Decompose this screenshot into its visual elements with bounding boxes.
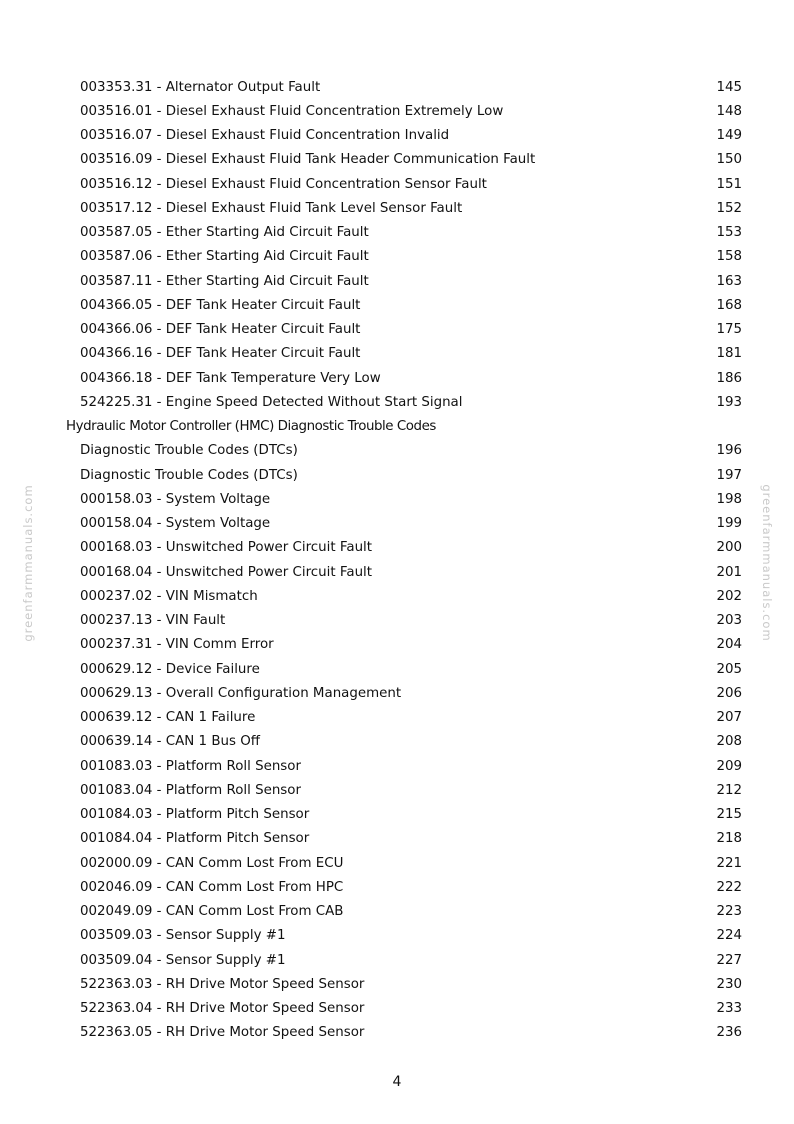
toc-entry-page: 197 [716, 467, 742, 483]
toc-entry-title: 000158.04 - System Voltage [80, 516, 271, 531]
toc-entry[interactable] [0, 464, 794, 488]
toc-entry[interactable] [0, 900, 794, 924]
toc-entry[interactable] [0, 827, 794, 851]
toc-entry-title: 004366.18 - DEF Tank Temperature Very Low [80, 370, 381, 386]
toc-entry[interactable] [0, 439, 794, 463]
toc-entry-page: 223 [716, 904, 742, 919]
toc-entry-page: 196 [716, 443, 742, 459]
toc-entry-title: 000639.14 - CAN 1 Bus Off [80, 734, 260, 750]
toc-entry-title: 522363.04 - RH Drive Motor Speed Sensor [80, 1001, 365, 1016]
toc-entry-page: 158 [716, 249, 742, 265]
toc-entry-title: 000168.03 - Unswitched Power Circuit Fault [80, 540, 373, 556]
toc-entry-title: 000168.04 - Unswitched Power Circuit Fault [80, 564, 373, 580]
toc-entry-page: 227 [716, 952, 742, 968]
toc-entry-page: 202 [716, 588, 742, 604]
toc-entry-page: 204 [716, 637, 742, 653]
toc-entry-page: 201 [716, 564, 742, 580]
toc-entry-title: 003517.12 - Diesel Exhaust Fluid Tank Level Sensor Fault [80, 200, 463, 216]
toc-entry[interactable] [0, 706, 794, 730]
toc-entry[interactable] [0, 100, 794, 124]
section-heading-title: Hydraulic Motor Controller (HMC) Diagnostic Trouble Codes [66, 419, 436, 434]
toc-entry[interactable] [0, 585, 794, 609]
watermark-left: greenfarmmanuals.com [21, 484, 35, 642]
toc-entry[interactable] [0, 367, 794, 391]
toc-entry[interactable] [0, 76, 794, 100]
toc-entry[interactable] [0, 124, 794, 148]
toc-entry-page: 151 [716, 176, 742, 192]
toc-entry-page: 207 [716, 710, 742, 725]
toc-entry-page: 186 [716, 370, 742, 386]
toc-entry-title: 002000.09 - CAN Comm Lost From ECU [80, 855, 344, 871]
toc-entry-title: 001084.04 - Platform Pitch Sensor [80, 831, 310, 847]
toc-entry-page: 209 [716, 758, 742, 774]
toc-entry-page: 224 [716, 928, 742, 944]
toc-entry-title: 001083.03 - Platform Roll Sensor [80, 758, 301, 774]
toc-entry[interactable] [0, 852, 794, 876]
toc-entry-title: 000237.31 - VIN Comm Error [80, 637, 274, 653]
toc-entry[interactable] [0, 512, 794, 536]
toc-entry-title: 000629.12 - Device Failure [80, 661, 260, 677]
toc-section-heading [0, 415, 794, 439]
toc-entry-page: 168 [716, 297, 742, 313]
toc-entry[interactable] [0, 245, 794, 269]
toc-entry[interactable] [0, 221, 794, 245]
toc-entry-page: 181 [716, 346, 742, 362]
toc-entry[interactable] [0, 318, 794, 342]
toc-entry-page: 152 [716, 200, 742, 216]
toc-entry-page: 222 [716, 879, 742, 895]
watermark-right: greenfarmmanuals.com [760, 484, 774, 642]
toc-entry-title: 003516.12 - Diesel Exhaust Fluid Concentration Sensor Fault [80, 176, 487, 192]
toc-entry-title: 003353.31 - Alternator Output Fault [80, 79, 321, 95]
toc-entry-title: 003516.07 - Diesel Exhaust Fluid Concentration Invalid [80, 128, 450, 143]
toc-entry-title: 001083.04 - Platform Roll Sensor [80, 782, 301, 798]
toc-entry[interactable] [0, 1021, 794, 1045]
toc-entry-page: 149 [716, 128, 742, 143]
toc-entry[interactable] [0, 755, 794, 779]
toc-entry[interactable] [0, 658, 794, 682]
toc-entry-title: 000237.02 - VIN Mismatch [80, 588, 258, 604]
toc-entry-page: 205 [716, 661, 742, 677]
toc-entry-page: 200 [716, 540, 742, 556]
toc-entry-page: 215 [716, 807, 742, 822]
toc-entry[interactable] [0, 949, 794, 973]
toc-entry-title: 004366.05 - DEF Tank Heater Circuit Fault [80, 297, 361, 313]
toc-entry-page: 163 [716, 273, 742, 289]
toc-entry-page: 233 [716, 1001, 742, 1016]
toc-entry-title: 000158.03 - System Voltage [80, 491, 271, 507]
toc-entry-page: 230 [716, 976, 742, 992]
toc-entry[interactable] [0, 197, 794, 221]
toc-entry-page: 218 [716, 831, 742, 847]
toc-entry-title: 002046.09 - CAN Comm Lost From HPC [80, 879, 344, 895]
toc-entry-page: 206 [716, 685, 742, 701]
toc-entry-page: 175 [716, 322, 742, 337]
toc-entry-title: 003587.05 - Ether Starting Aid Circuit Fault [80, 225, 369, 240]
toc-entry-title: 004366.06 - DEF Tank Heater Circuit Fault [80, 322, 361, 337]
toc-entry-title: 003509.04 - Sensor Supply #1 [80, 952, 286, 968]
toc-entry[interactable] [0, 488, 794, 512]
toc-entry-title: Diagnostic Trouble Codes (DTCs) [80, 467, 298, 483]
toc-entry-title: 003516.09 - Diesel Exhaust Fluid Tank Header Communication Fault [80, 152, 536, 168]
toc-entry[interactable] [0, 730, 794, 754]
toc-entry-page: 198 [716, 491, 742, 507]
toc-entry-title: 003587.06 - Ether Starting Aid Circuit Fault [80, 249, 369, 265]
toc-entry[interactable] [0, 924, 794, 948]
toc-entry-title: 522363.05 - RH Drive Motor Speed Sensor [80, 1025, 365, 1041]
toc-entry[interactable] [0, 148, 794, 172]
table-of-contents [0, 76, 794, 1046]
toc-entry-page: 145 [716, 79, 742, 95]
toc-entry-page: 221 [716, 855, 742, 871]
toc-entry-page: 150 [716, 152, 742, 168]
toc-entry-title: Diagnostic Trouble Codes (DTCs) [80, 443, 298, 459]
toc-entry[interactable] [0, 973, 794, 997]
toc-entry-title: 524225.31 - Engine Speed Detected Without Start Signal [80, 394, 463, 410]
toc-entry-page: 148 [716, 103, 742, 119]
page-number: 4 [392, 1074, 402, 1090]
toc-entry-title: 003516.01 - Diesel Exhaust Fluid Concentration Extremely Low [80, 103, 504, 119]
toc-entry-title: 522363.03 - RH Drive Motor Speed Sensor [80, 976, 365, 992]
toc-entry[interactable] [0, 173, 794, 197]
toc-entry[interactable] [0, 609, 794, 633]
toc-entry[interactable] [0, 682, 794, 706]
toc-entry-page: 236 [716, 1025, 742, 1041]
toc-entry-page: 212 [716, 782, 742, 798]
toc-entry-title: 001084.03 - Platform Pitch Sensor [80, 807, 310, 822]
toc-entry-title: 000237.13 - VIN Fault [80, 613, 226, 628]
toc-entry-title: 002049.09 - CAN Comm Lost From CAB [80, 904, 344, 919]
toc-entry[interactable] [0, 561, 794, 585]
toc-entry-page: 208 [716, 734, 742, 750]
toc-entry[interactable] [0, 342, 794, 366]
toc-entry-page: 193 [716, 394, 742, 410]
toc-entry[interactable] [0, 803, 794, 827]
toc-entry[interactable] [0, 294, 794, 318]
toc-entry-title: 004366.16 - DEF Tank Heater Circuit Fault [80, 346, 361, 362]
toc-entry[interactable] [0, 779, 794, 803]
toc-entry[interactable] [0, 270, 794, 294]
toc-entry[interactable] [0, 876, 794, 900]
toc-entry-title: 000629.13 - Overall Configuration Management [80, 685, 402, 701]
toc-entry-title: 003509.03 - Sensor Supply #1 [80, 928, 286, 944]
toc-entry-page: 203 [716, 613, 742, 628]
toc-entry-page: 199 [716, 516, 742, 531]
toc-entry-page: 153 [716, 225, 742, 240]
toc-entry[interactable] [0, 536, 794, 560]
toc-entry[interactable] [0, 633, 794, 657]
toc-entry[interactable] [0, 997, 794, 1021]
toc-entry-title: 000639.12 - CAN 1 Failure [80, 710, 256, 725]
toc-entry-title: 003587.11 - Ether Starting Aid Circuit Fault [80, 273, 369, 289]
toc-entry[interactable] [0, 391, 794, 415]
